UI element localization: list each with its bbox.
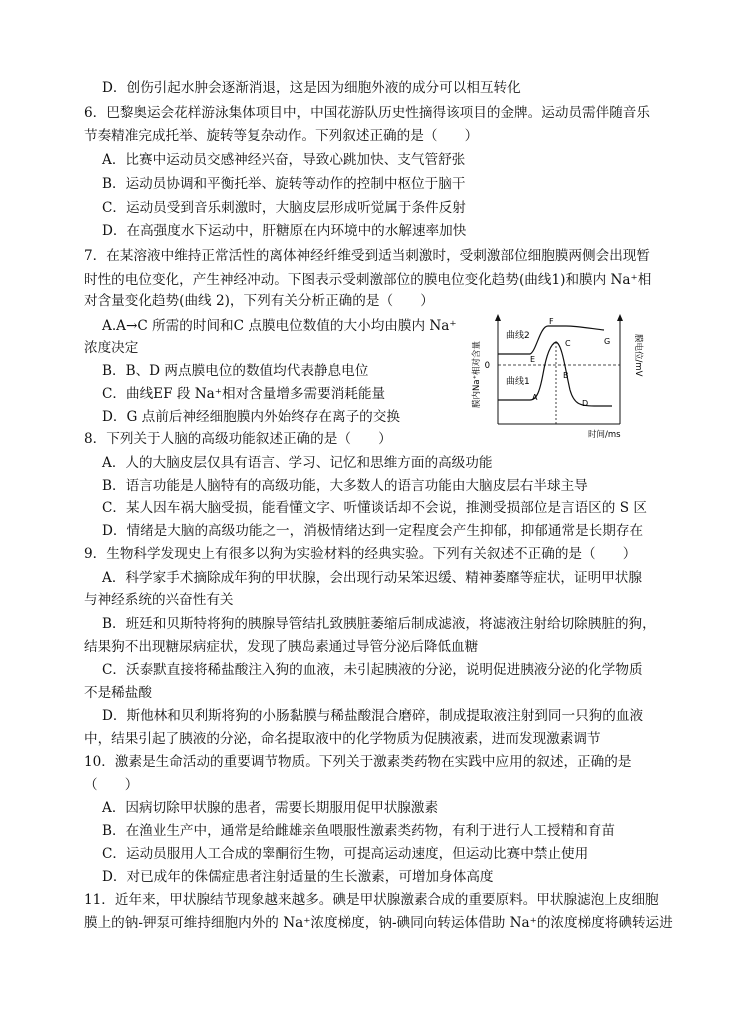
text-line: A．比赛中运动员交感神经兴奋，导致心跳加快、支气管舒张: [102, 152, 466, 168]
text-line: 对含量变化趋势(曲线 2)，下列有关分析正确的是（ ）: [84, 293, 434, 309]
text-line: 不是稀盐酸: [84, 685, 152, 701]
zero-label: 0: [484, 361, 490, 371]
y-axis-left-label: 膜内Na⁺相对含量: [472, 340, 482, 408]
text-line: 中，结果引起了胰液的分泌，命名提取液中的化学物质为促胰液素，进而发现激素调节: [84, 731, 601, 747]
y-axis-right-label: 膜电位/mV: [633, 334, 643, 377]
text-line: D．在高强度水下运动中，肝糖原在内环境中的水解速率加快: [102, 223, 467, 239]
curve2-label: 曲线2: [506, 331, 530, 341]
text-line: C．运动员服用人工合成的睾酮衍生物，可提高运动速度，但运动比赛中禁止使用: [102, 846, 589, 862]
text-line: C．运动员受到音乐刺激时，大脑皮层形成听觉属于条件反射: [102, 200, 466, 216]
text-line: C．沃泰默直接将稀盐酸注入狗的血液，未引起胰液的分泌，说明促进胰液分泌的化学物质: [102, 662, 643, 678]
text-line: D．对已成年的侏儒症患者注射适量的生长激素，可增加身体高度: [102, 869, 494, 885]
text-line: A．因病切除甲状腺的患者，需要长期服用促甲状腺激素: [102, 800, 439, 816]
text-line: B．B、D 两点膜电位的数值均代表静息电位: [102, 363, 369, 379]
curve1-label: 曲线1: [506, 377, 530, 387]
text-line: 8．下列关于人脑的高级功能叙述正确的是（ ）: [84, 431, 392, 447]
text-line: C．某人因车祸大脑受损，能看懂文字、听懂谈话却不会说，推测受损部位是言语区的 S 区: [102, 500, 647, 516]
text-line: C．曲线EF 段 Na⁺相对含量增多需要消耗能量: [102, 386, 386, 402]
text-line: 6．巴黎奥运会花样游泳集体项目中，中国花游队历史性摘得该项目的金牌。运动员需伴随音乐: [84, 105, 650, 121]
text-line: A．人的大脑皮层仅具有语言、学习、记忆和思维方面的高级功能: [102, 455, 493, 471]
text-line: 时性的电位变化，产生神经冲动。下图表示受刺激部位的膜电位变化趋势(曲线1)和膜内 Na⁺相: [84, 272, 652, 288]
point-C-label: C: [565, 339, 571, 348]
membrane-potential-figure: [470, 312, 643, 442]
text-line: B．语言功能是人脑特有的高级功能，大多数人的语言功能由大脑皮层右半球主导: [102, 478, 588, 494]
text-line: 11．近年来，甲状腺结节现象越来越多。碘是甲状腺激素合成的重要原料。甲状腺滤泡上皮细胞: [84, 892, 659, 908]
text-line: B．班廷和贝斯特将狗的胰腺导管结扎致胰脏萎缩后制成滤液，将滤液注射给切除胰脏的狗，: [102, 616, 656, 632]
point-G-label: G: [604, 337, 611, 346]
point-E-label: E: [530, 355, 536, 364]
point-B-label: B: [563, 371, 569, 380]
x-axis-label: 时间/ms: [588, 430, 621, 440]
text-line: D．G 点前后神经细胞膜内外始终存在离子的交换: [102, 409, 400, 425]
text-line: 10．激素是生命活动的重要调节物质。下列关于激素类药物在实践中应用的叙述，正确的是: [84, 754, 632, 770]
text-line: 膜上的钠-钾泵可维持细胞内外的 Na⁺浓度梯度，钠-碘同向转运体借助 Na⁺的浓度梯度将碘转运进: [84, 915, 673, 931]
text-line: 节奏精准完成托举、旋转等复杂动作。下列叙述正确的是（ ）: [84, 128, 479, 144]
text-line: 结果狗不出现糖尿病症状，发现了胰岛素通过导管分泌后降低血糖: [84, 639, 479, 655]
text-line: 浓度决定: [84, 340, 139, 356]
curve1-line: [498, 342, 612, 406]
text-line: D．斯他林和贝利斯将狗的小肠黏膜与稀盐酸混合磨碎，制成提取液注射到同一只狗的血液: [102, 708, 644, 724]
text-line: 7．在某溶液中维持正常活性的离体神经纤维受到适当刺激时，受刺激部位细胞膜两侧会出现暂: [84, 248, 650, 264]
text-line: （ ）: [84, 777, 139, 793]
point-D-label: D: [582, 399, 589, 408]
text-line: 与神经系统的兴奋性有关: [84, 592, 234, 608]
text-line: D．情绪是大脑的高级功能之一，消极情绪达到一定程度会产生抑郁，抑郁通常是长期存在: [102, 523, 644, 539]
text-line: B．运动员协调和平衡托举、旋转等动作的控制中枢位于脑干: [102, 176, 466, 192]
point-A-label: A: [532, 393, 538, 402]
text-line: D．创伤引起水肿会逐渐消退，这是因为细胞外液的成分可以相互转化: [102, 80, 521, 96]
text-line: 9．生物科学发现史上有很多以狗为实验材料的经典实验。下列有关叙述不正确的是（ ）: [84, 546, 637, 562]
text-line: B．在渔业生产中，通常是给雌雄亲鱼喂服性激素类药物，有利于进行人工授精和育苗: [102, 823, 615, 839]
text-line: A．科学家手术摘除成年狗的甲状腺，会出现行动呆笨迟缓、精神萎靡等症状，证明甲状腺: [102, 570, 642, 586]
text-line: A.A→C 所需的时间和C 点膜电位数值的大小均由膜内 Na⁺: [102, 318, 457, 334]
point-F-label: F: [549, 317, 554, 326]
